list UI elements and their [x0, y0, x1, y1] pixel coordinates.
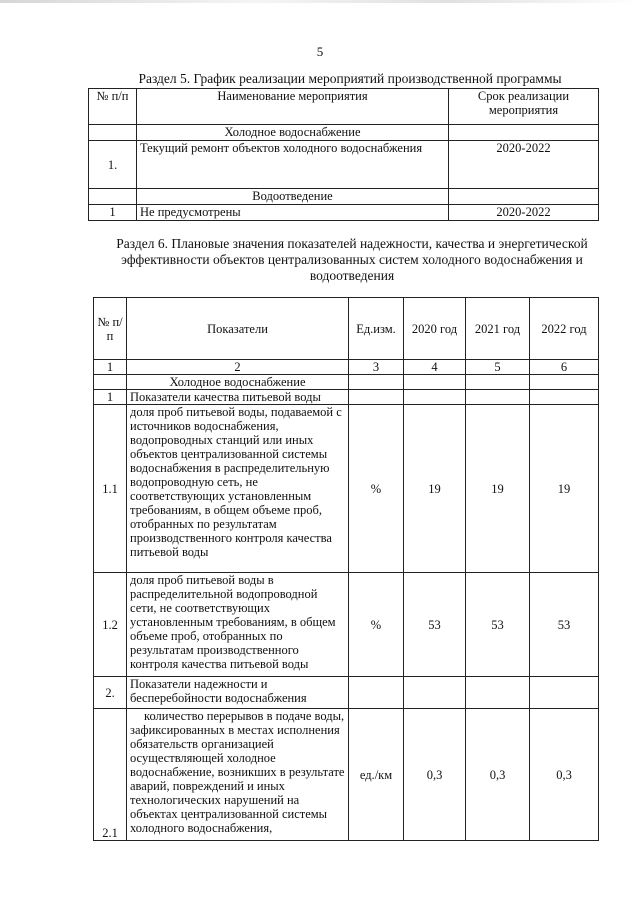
table-row: [94, 709, 599, 841]
header-num: № п/п: [89, 89, 137, 125]
row-name: Текущий ремонт объектов холодного водоснабжения: [137, 141, 449, 189]
row-text: доля проб питьевой воды, подаваемой с источников водоснабжения, водопроводных станций или иных объектов централизованной системы водоснабжения в распределительную водопроводную сеть, не соответствующих установленным требованиям, в общем объеме проб, отобранных по результатам производственного контроля качества питьевой воды: [127, 405, 349, 573]
group-label: Холодное водоснабжение: [137, 125, 449, 141]
row-2021: 53: [466, 573, 530, 677]
row-num: 1.2: [94, 573, 127, 677]
col-number: 2: [127, 360, 349, 375]
row-text: доля проб питьевой воды в распределительной водопроводной сети, не соответствующих установленным требованиям, в общем объеме проб, отобранных по результатам производственного контроля качества питьевой воды: [127, 573, 349, 677]
group-row: [94, 375, 599, 390]
scan-edge: [0, 0, 640, 3]
table-header-row: [94, 298, 599, 360]
row-2022: 19: [530, 405, 599, 573]
row-num: 1.: [89, 141, 137, 189]
row-2021: 19: [466, 405, 530, 573]
row-unit: %: [349, 405, 404, 573]
row-unit: ед./км: [349, 709, 404, 841]
header-2020: 2020 год: [404, 298, 466, 360]
table-header-row: [89, 89, 599, 125]
row-2022: 0,3: [530, 709, 599, 841]
group-label: Холодное водоснабжение: [127, 375, 349, 390]
col-number: 5: [466, 360, 530, 375]
row-num: 1: [94, 390, 127, 405]
row-term: 2020-2022: [449, 141, 599, 189]
row-text: Показатели надежности и бесперебойности водоснабжения: [127, 677, 349, 709]
row-unit: %: [349, 573, 404, 677]
header-indicator: Показатели: [127, 298, 349, 360]
col-number: 4: [404, 360, 466, 375]
page-number: 5: [316, 44, 324, 59]
row-num: 1: [89, 205, 137, 221]
row-text: Показатели качества питьевой воды: [127, 390, 349, 405]
section6-table: [93, 297, 599, 841]
column-number-row: [94, 360, 599, 375]
col-number: 3: [349, 360, 404, 375]
table-row: [94, 573, 599, 677]
group-row: [89, 189, 599, 205]
table-row: [89, 141, 599, 189]
group-row: [89, 125, 599, 141]
col-number: 6: [530, 360, 599, 375]
table-row: [94, 405, 599, 573]
section5-table: [88, 88, 599, 221]
table-row: [94, 390, 599, 405]
row-num: 2.: [94, 677, 127, 709]
header-2022: 2022 год: [530, 298, 599, 360]
header-term: Срок реализации мероприятия: [449, 89, 599, 125]
header-name: Наименование мероприятия: [137, 89, 449, 125]
row-text: количество перерывов в подаче воды, зафиксированных в местах исполнения обязательств организацией осуществляющей холодное водоснабжение, возникших в результате аварий, повреждений и иных технологических нарушений на объектах централизованной системы холодного водоснабжения,: [127, 709, 349, 841]
row-num: 2.1: [94, 709, 127, 841]
header-2021: 2021 год: [466, 298, 530, 360]
section6-title: Раздел 6. Плановые значения показателей надежности, качества и энергетической эффективности объектов централизованных систем холодного водоснабжения и водоотведения: [116, 236, 588, 283]
section5-title: Раздел 5. График реализации мероприятий производственной программы: [138, 71, 562, 86]
header-num: № п/п: [94, 298, 127, 360]
row-term: 2020-2022: [449, 205, 599, 221]
table-row: [94, 677, 599, 709]
row-2020: 53: [404, 573, 466, 677]
table-row: [89, 205, 599, 221]
header-unit: Ед.изм.: [349, 298, 404, 360]
col-number: 1: [94, 360, 127, 375]
row-2020: 0,3: [404, 709, 466, 841]
row-name: Не предусмотрены: [137, 205, 449, 221]
row-2022: 53: [530, 573, 599, 677]
row-2021: 0,3: [466, 709, 530, 841]
row-num: 1.1: [94, 405, 127, 573]
group-label: Водоотведение: [137, 189, 449, 205]
row-2020: 19: [404, 405, 466, 573]
